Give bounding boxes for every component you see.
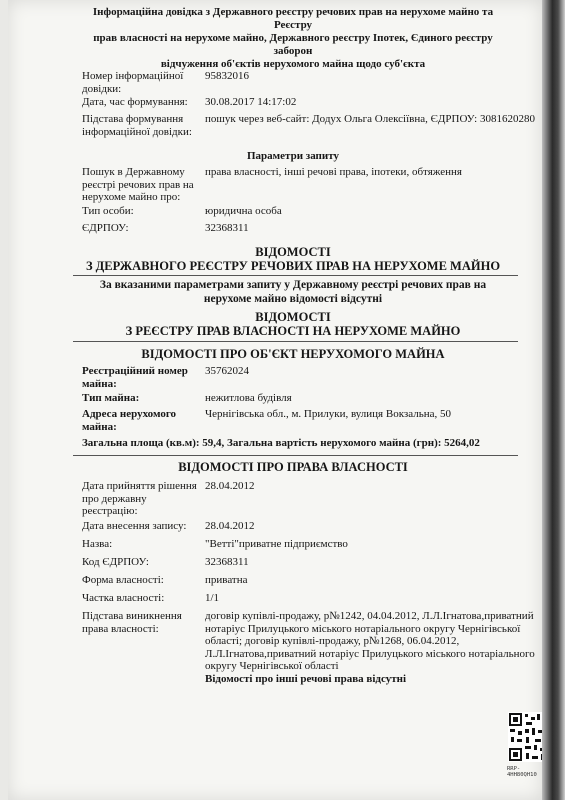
rights-entry-date-value: 28.04.2012	[205, 520, 255, 532]
state-register-title	[58, 245, 528, 273]
ownership-register-title-2: З РЕЄСТРУ ПРАВ ВЛАСНОСТІ НА НЕРУХОМЕ МАЙНО	[125, 324, 461, 338]
document-page	[8, 0, 542, 800]
header-line-1: Інформаційна довідка з Державного реєстру речових прав на нерухоме майно та Реєстру	[92, 6, 494, 31]
query-title: Параметри запиту	[246, 150, 339, 162]
document-header	[78, 6, 508, 71]
rights-basis-label: Підстава виникнення права власності:	[82, 610, 182, 635]
object-reg-number-value: 35762024	[205, 365, 249, 377]
state-register-note: За вказаними параметрами запиту у Державному реєстрі речових прав на нерухоме майно відомості відсутні	[99, 279, 487, 305]
rights-form-label: Форма власності:	[82, 574, 164, 586]
object-reg-number-label: Реєстраційний номер майна:	[82, 365, 188, 390]
rights-edrpou-value: 32368311	[205, 556, 249, 568]
object-address-label: Адреса нерухомого майна:	[82, 408, 177, 433]
page-edge-shadow	[542, 0, 565, 800]
query-search-value: права власності, інші речові права, іпотеки, обтяження	[205, 166, 462, 178]
divider	[73, 275, 518, 276]
rights-entry-date-label: Дата внесення запису:	[82, 520, 187, 532]
ownership-register-title-1: ВІДОМОСТІ	[255, 310, 331, 324]
query-edrpou-label: ЄДРПОУ:	[82, 222, 129, 234]
rights-share-label: Частка власності:	[82, 592, 165, 604]
state-register-title-1: ВІДОМОСТІ	[255, 245, 331, 259]
info-datetime-label: Дата, час формування:	[82, 96, 188, 108]
rights-basis-value: договір купівлі-продажу, р№1242, 04.04.2012, Л.Л.Ігнатова,приватний нотаріус Прилуцького міського нотаріального округу Чернігівської області; договір купівлі-продажу, р№1268, 06.04.2012, Л.Л.Ігнатова,приватний нотаріус Прилуцького міського нотаріального округу Чернігівської області	[205, 610, 535, 672]
query-person-type-value: юридична особа	[205, 205, 282, 217]
info-number-label: Номер інформаційної довідки:	[82, 70, 184, 95]
ownership-register-title	[58, 310, 528, 338]
object-type-value: нежитлова будівля	[205, 392, 292, 404]
qr-code-text: RRP-4HH80QH10	[507, 766, 537, 778]
rights-edrpou-label: Код ЄДРПОУ:	[82, 556, 149, 568]
object-area-text: Загальна площа (кв.м): 59,4, Загальна вартість нерухомого майна (грн): 5264,02	[82, 437, 480, 449]
rights-form-value: приватна	[205, 574, 248, 586]
rights-title: ВІДОМОСТІ ПРО ПРАВА ВЛАСНОСТІ	[178, 460, 408, 474]
divider	[73, 455, 518, 456]
info-basis-value: пошук через веб-сайт: Додух Ольга Олексіївна, ЄДРПОУ: 3081620280	[205, 113, 535, 125]
query-person-type-label: Тип особи:	[82, 205, 134, 217]
query-edrpou-value: 32368311	[205, 222, 249, 234]
rights-share-value: 1/1	[205, 592, 220, 604]
rights-decision-date-label: Дата прийняття рішення про державну реєстрацію:	[82, 480, 197, 517]
info-basis-label: Підстава формування інформаційної довідки:	[82, 113, 192, 138]
info-datetime-value: 30.08.2017 14:17:02	[205, 96, 297, 108]
divider	[73, 341, 518, 342]
rights-name-label: Назва:	[82, 538, 113, 550]
header-line-3: відчуження об'єктів нерухомого майна щодо суб'єкта	[160, 58, 426, 70]
object-address-value: Чернігівська обл., м. Прилуки, вулиця Вокзальна, 50	[205, 408, 451, 420]
object-type-label: Тип майна:	[82, 392, 140, 404]
rights-name-value: "Ветті"приватне підприємство	[205, 538, 348, 550]
rights-decision-date-value: 28.04.2012	[205, 480, 255, 492]
header-line-2: прав власності на нерухоме майно, Державного реєстру Іпотек, Єдиного реєстру заборон	[93, 32, 493, 57]
state-register-title-2: З ДЕРЖАВНОГО РЕЄСТРУ РЕЧОВИХ ПРАВ НА НЕРУХОМЕ МАЙНО	[85, 259, 501, 273]
query-search-label: Пошук в Державному реєстрі речових прав на нерухоме майно про:	[82, 166, 194, 203]
rights-other-rights: Відомості про інші речові права відсутні	[205, 673, 407, 685]
object-title: ВІДОМОСТІ ПРО ОБ'ЄКТ НЕРУХОМОГО МАЙНА	[141, 347, 445, 361]
info-number-value: 95832016	[205, 70, 249, 82]
